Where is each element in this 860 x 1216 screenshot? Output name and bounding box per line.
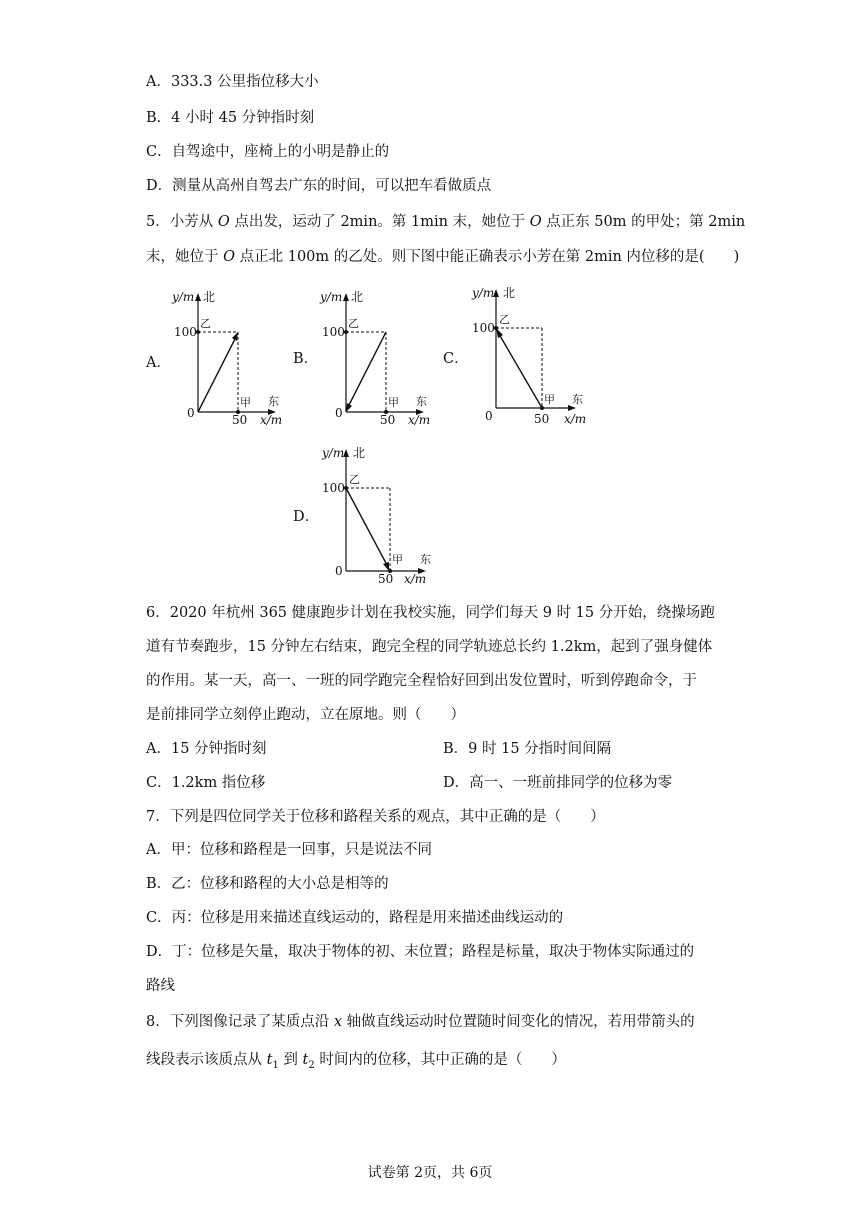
east-label: 东 (420, 553, 431, 566)
q5-stem-line2: 末，她位于 O 点正北 100m 的乙处。则下图中能正确表示小芳在第 2min 内位移的是( ) (146, 249, 740, 265)
point-jia-label: 甲 (388, 396, 399, 409)
point-jia-label: 甲 (392, 553, 403, 566)
east-label: 东 (416, 395, 427, 408)
q7-stem: 7．下列是四位同学关于位移和路程关系的观点，其中正确的是（ ） (146, 809, 605, 825)
q5-stem-line1: 5．小芳从 O 点出发，运动了 2min。第 1min 末，她位于 O 点正东 50m 的甲处；第 2min (146, 214, 746, 230)
x-axis-label: x/m (260, 413, 283, 427)
q5-graph-d (318, 443, 448, 588)
q4-option-b: B．4 小时 45 分钟指时刻 (146, 110, 315, 126)
north-label: 北 (203, 290, 216, 304)
x-tick-50: 50 (534, 412, 550, 426)
q6-stem-line4: 是前排同学立刻停止跑动，立在原地。则（ ） (146, 707, 465, 723)
q6-option-c: C．1.2km 指位移 (146, 775, 266, 791)
y-axis-label: y/m (322, 446, 345, 460)
y-tick-100: 100 (174, 325, 197, 339)
origin-label: 0 (485, 409, 493, 423)
point-yi-label: 乙 (499, 313, 510, 326)
x-tick-50: 50 (378, 572, 394, 586)
q7-option-d-line1: D．丁：位移是矢量，取决于物体的初、末位置；路程是标量，取决于物体实际通过的 (146, 944, 695, 960)
y-tick-100: 100 (472, 321, 495, 335)
origin-label: 0 (335, 564, 343, 578)
q8-stem-line2: 线段表示该质点从 $t_1$ 到 $t_2$ 时间内的位移，其中正确的是（ ） (146, 1052, 566, 1071)
east-label: 东 (572, 393, 583, 406)
q6-stem-line2: 道有节奏跑步，15 分钟左右结束，跑完全程的同学轨迹总长约 1.2km，起到了强身健体 (146, 639, 713, 655)
q5-graph-a (170, 287, 290, 427)
y-axis-label: y/m (320, 290, 343, 304)
point-yi-label: 乙 (349, 473, 360, 486)
point-jia-label: 甲 (240, 396, 251, 409)
x-tick-50: 50 (232, 413, 248, 427)
q6-option-d: D．高一、一班前排同学的位移为零 (443, 775, 673, 791)
x-axis-label: x/m (408, 413, 431, 427)
q5-option-c-label: C． (443, 351, 469, 367)
q7-option-a: A．甲：位移和路程是一回事，只是说法不同 (146, 842, 432, 858)
north-label: 北 (353, 446, 366, 460)
q5-graph-c (468, 283, 598, 428)
q5-option-d-label: D． (293, 509, 320, 525)
point-yi-label: 乙 (348, 317, 359, 330)
q5-option-b-label: B． (293, 351, 319, 367)
x-tick-50: 50 (380, 413, 396, 427)
q4-option-d: D．测量从高州自驾去广东的时间，可以把车看做质点 (146, 178, 492, 194)
x-axis-label: x/m (564, 412, 587, 426)
east-label: 东 (268, 395, 279, 408)
y-tick-100: 100 (322, 325, 345, 339)
origin-label: 0 (335, 406, 343, 420)
q4-option-a: A．333.3 公里指位移大小 (146, 74, 319, 90)
q5-option-a-label: A． (146, 355, 171, 371)
y-axis-label: y/m (172, 290, 195, 304)
q6-option-a: A．15 分钟指时刻 (146, 741, 267, 757)
origin-label: 0 (187, 406, 195, 420)
q5-graph-b (318, 287, 438, 427)
point-jia-label: 甲 (544, 393, 555, 406)
q6-option-b: B．9 时 15 分指时间间隔 (443, 741, 612, 757)
q8-stem-line1: 8．下列图像记录了某质点沿 x 轴做直线运动时位置随时间变化的情况，若用带箭头的 (146, 1014, 695, 1030)
q7-option-c: C．丙：位移是用来描述直线运动的，路程是用来描述曲线运动的 (146, 910, 564, 926)
page-footer: 试卷第 2页，共 6页 (367, 1165, 493, 1181)
point-yi-label: 乙 (200, 317, 211, 330)
y-axis-label: y/m (472, 286, 495, 300)
q4-option-c: C．自驾途中，座椅上的小明是静止的 (146, 144, 390, 160)
q7-option-d-line2: 路线 (146, 978, 175, 994)
y-tick-100: 100 (322, 481, 345, 495)
north-label: 北 (503, 286, 516, 300)
x-axis-label: x/m (404, 572, 427, 586)
north-label: 北 (351, 290, 364, 304)
q7-option-b: B．乙：位移和路程的大小总是相等的 (146, 876, 389, 892)
q6-stem-line1: 6．2020 年杭州 365 健康跑步计划在我校实施，同学们每天 9 时 15 分开始，绕操场跑 (146, 605, 715, 621)
q6-stem-line3: 的作用。某一天，高一、一班的同学跑完全程恰好回到出发位置时，听到停跑命令，于 (146, 673, 697, 689)
